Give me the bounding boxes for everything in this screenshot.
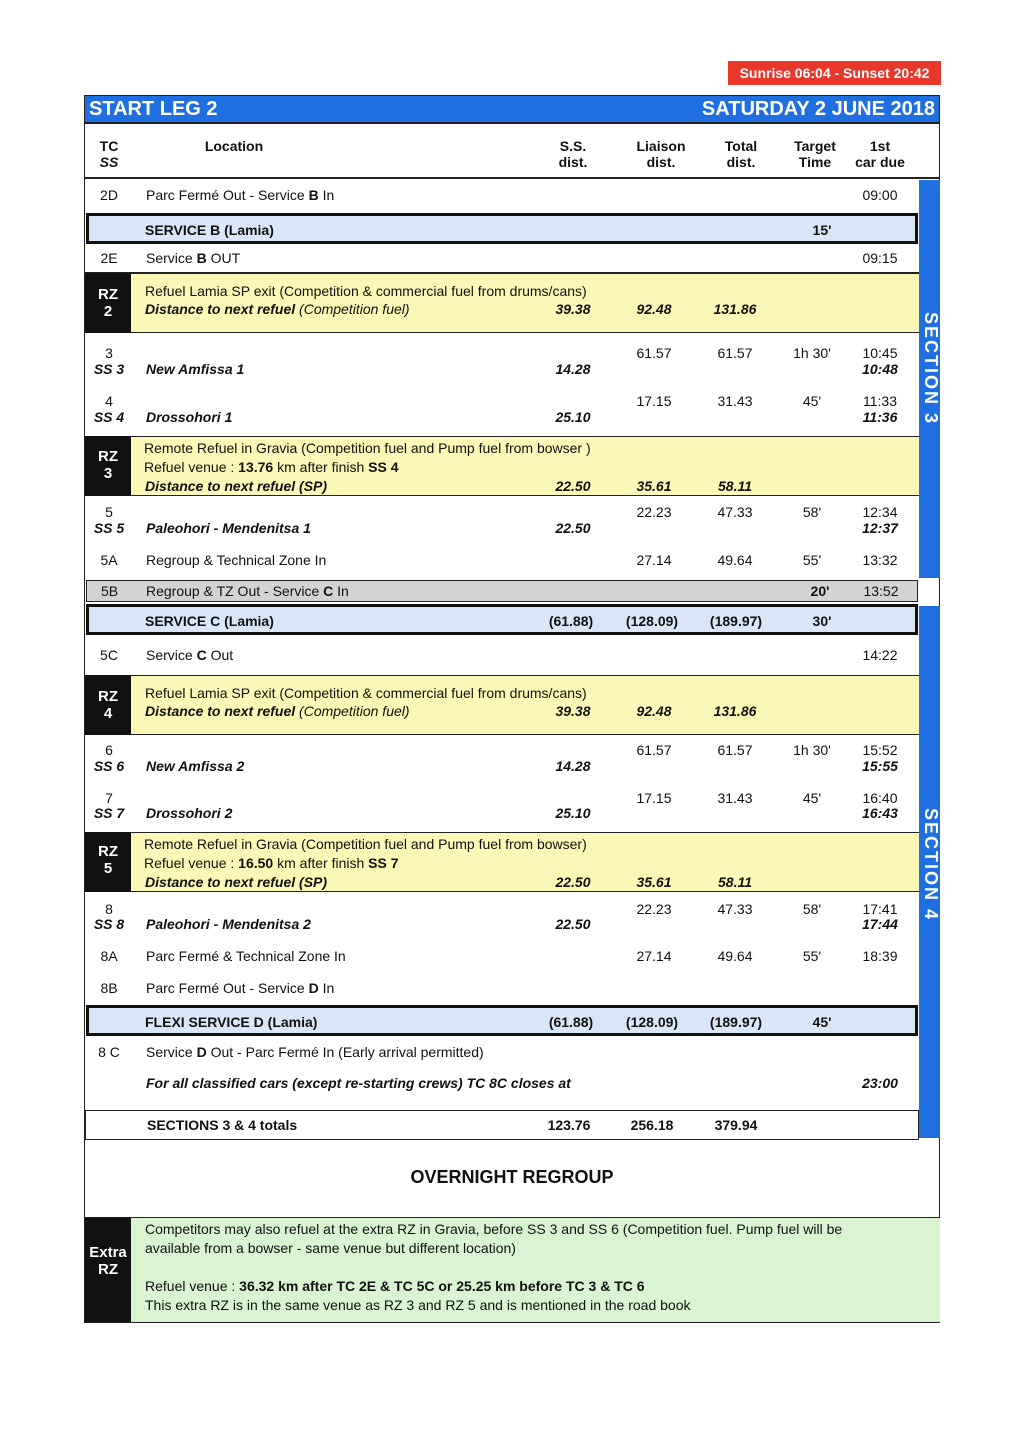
refuel-zone-row: Refuel Lamia SP exit (Competition & commercial fuel from drums/cans) Distance to next refuel (Competition fuel) 39.38 92.48 131.86: [131, 273, 919, 333]
extra-rz-info: Competitors may also refuel at the extra RZ in Gravia, before SS 3 and SS 6 (Competition fuel. Pump fuel will be available from a bowser - same venue but different location) Refuel venue : 36.32 km after TC 2E & TC 5C or 25.25 km before TC 3 & TC 6 This extra RZ is in the same venue as RZ 3 and RZ 5 and is mentioned in the road book: [131, 1218, 940, 1322]
overnight-regroup-heading: OVERNIGHT REGROUP: [410, 1167, 614, 1187]
header-total-dist: Total dist.: [724, 138, 758, 170]
divider: [85, 177, 939, 179]
section-4-label: SECTION 4: [921, 808, 941, 922]
title-bar: [85, 96, 939, 122]
rz-2-label: RZ 2: [85, 273, 131, 333]
service-row: FLEXI SERVICE D (Lamia) (61.88) (128.09) (189.97) 45': [86, 1005, 918, 1036]
service-row: SERVICE C (Lamia) (61.88) (128.09) (189.97) 30': [86, 604, 918, 635]
section-3-label: SECTION 3: [921, 312, 941, 426]
totals-row: SECTIONS 3 & 4 totals 123.76 256.18 379.94: [85, 1110, 919, 1140]
refuel-zone-row: Remote Refuel in Gravia (Competition fuel and Pump fuel from bowser ) Refuel venue : 13.76 km after finish SS 4 Distance to next refuel (SP) 22.50 35.61 58.11: [131, 436, 919, 496]
extra-rz-label: Extra RZ: [85, 1218, 131, 1322]
header-tc: TC SS: [99, 138, 119, 170]
leg-title: START LEG 2: [89, 98, 218, 120]
refuel-zone-row: Remote Refuel in Gravia (Competition fuel and Pump fuel from bowser) Refuel venue : 16.50 km after finish SS 7 Distance to next refuel (SP) 22.50 35.61 58.11: [131, 832, 919, 892]
header-liaison-dist: Liaison dist.: [636, 138, 686, 170]
service-row: SERVICE B (Lamia) 15': [86, 213, 918, 244]
rz-4-label: RZ 4: [85, 675, 131, 735]
rz-5-label: RZ 5: [85, 832, 131, 892]
header-ss-dist: S.S. dist.: [558, 138, 588, 170]
header-target-time: Target Time: [794, 138, 836, 170]
header-location: Location: [204, 138, 264, 154]
divider: [85, 122, 939, 124]
header-first-car-due: 1st car due: [855, 138, 905, 170]
table-row: 5B Regroup & TZ Out - Service C In 20' 13:52: [86, 580, 918, 602]
rz-3-label: RZ 3: [85, 436, 131, 496]
sunrise-sunset-badge: Sunrise 06:04 - Sunset 20:42: [728, 61, 941, 85]
date-title: SATURDAY 2 JUNE 2018: [701, 98, 935, 120]
refuel-zone-row: Refuel Lamia SP exit (Competition & commercial fuel from drums/cans) Distance to next refuel (Competition fuel) 39.38 92.48 131.86: [131, 675, 919, 735]
